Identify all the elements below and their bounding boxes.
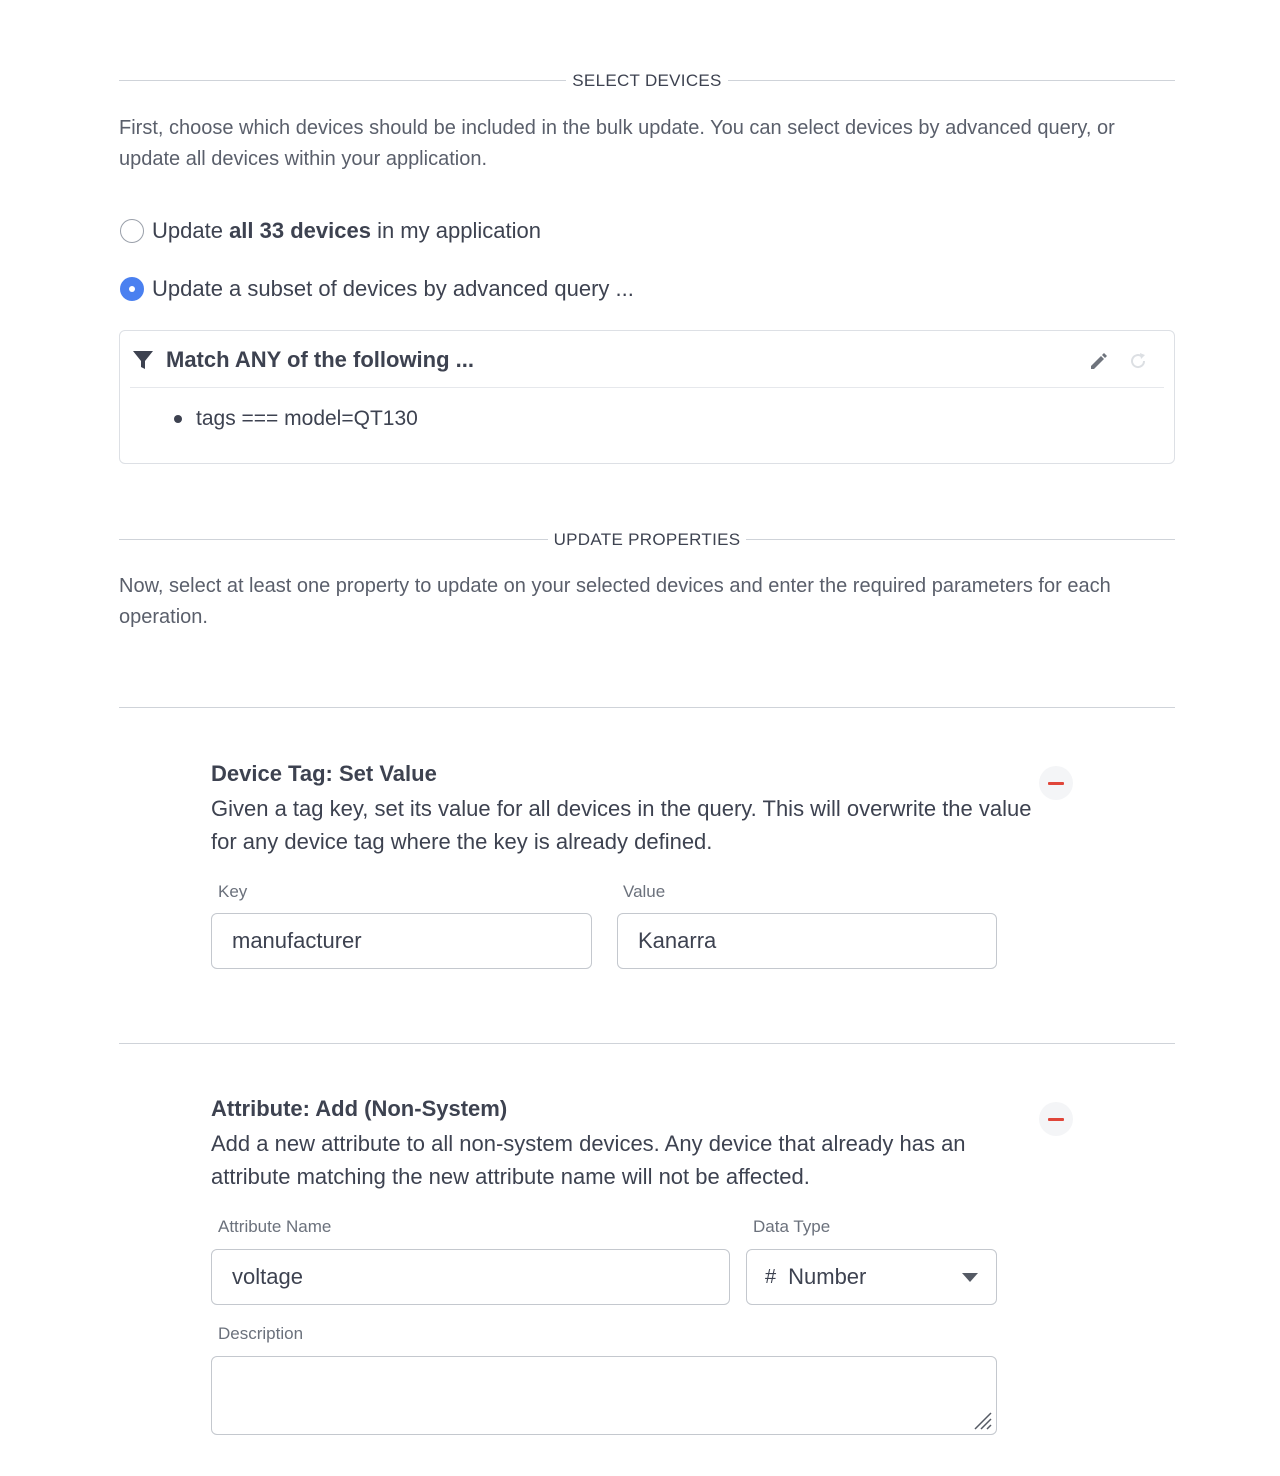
minus-icon — [1048, 782, 1064, 785]
tag-key-input[interactable]: manufacturer — [211, 913, 592, 969]
select-devices-heading: SELECT DEVICES — [572, 71, 722, 90]
update-properties-description: Now, select at least one property to update on your selected devices and enter the required parameters for each operation. — [119, 575, 1111, 628]
query-box — [119, 330, 1175, 464]
remove-operation-button[interactable] — [1039, 766, 1073, 800]
query-title: Match ANY of the following ... — [166, 347, 474, 372]
query-condition — [174, 407, 418, 431]
radio-update-all-label: Update all 33 devices in my application — [152, 218, 541, 243]
chevron-down-icon — [962, 1273, 978, 1282]
value-label: Value — [623, 882, 666, 901]
attribute-name-label: Attribute Name — [218, 1217, 332, 1236]
bullet-icon — [174, 415, 182, 423]
tag-value-input[interactable]: Kanarra — [617, 913, 997, 969]
radio-update-subset-label: Update a subset of devices by advanced query ... — [152, 276, 634, 301]
refresh-query-button[interactable] — [1126, 349, 1150, 373]
filter-icon — [132, 349, 154, 371]
query-header — [132, 347, 474, 373]
description-textarea[interactable] — [211, 1356, 997, 1435]
query-condition-text: tags === model=QT130 — [196, 407, 418, 430]
radio-update-all-button[interactable] — [120, 219, 144, 243]
data-type-select[interactable] — [746, 1249, 997, 1305]
radio-update-subset-button[interactable] — [120, 277, 144, 301]
update-properties-heading: UPDATE PROPERTIES — [553, 530, 741, 549]
select-devices-description: First, choose which devices should be included in the bulk update. You can select devices by advanced query, or update all devices within your application. — [119, 117, 1115, 170]
select-devices-divider — [119, 71, 1175, 91]
operation-description: Add a new attribute to all non-system devices. Any device that already has an attribute matching the new attribute name will not be affected. — [211, 1131, 966, 1189]
operation-title: Device Tag: Set Value — [211, 761, 437, 786]
operation-divider — [119, 1043, 1175, 1044]
query-separator — [130, 387, 1164, 388]
minus-icon — [1048, 1118, 1064, 1121]
number-type-icon: # — [765, 1265, 777, 1288]
data-type-value: Number — [788, 1264, 867, 1289]
edit-query-button[interactable] — [1087, 349, 1111, 373]
operation-title: Attribute: Add (Non-System) — [211, 1096, 508, 1121]
operation-description: Given a tag key, set its value for all devices in the query. This will overwrite the value for any device tag where the key is already defined. — [211, 796, 1032, 854]
resize-grip-icon[interactable] — [971, 1409, 993, 1431]
description-label: Description — [218, 1324, 304, 1343]
operation-divider — [119, 707, 1175, 708]
refresh-icon — [1127, 350, 1149, 372]
data-type-label: Data Type — [753, 1217, 831, 1236]
remove-operation-button[interactable] — [1039, 1102, 1073, 1136]
pencil-icon — [1088, 350, 1110, 372]
update-properties-divider — [119, 530, 1175, 550]
attribute-name-input[interactable]: voltage — [211, 1249, 730, 1305]
radio-update-all[interactable] — [120, 217, 541, 245]
radio-update-subset[interactable] — [120, 275, 634, 303]
key-label: Key — [218, 882, 248, 901]
